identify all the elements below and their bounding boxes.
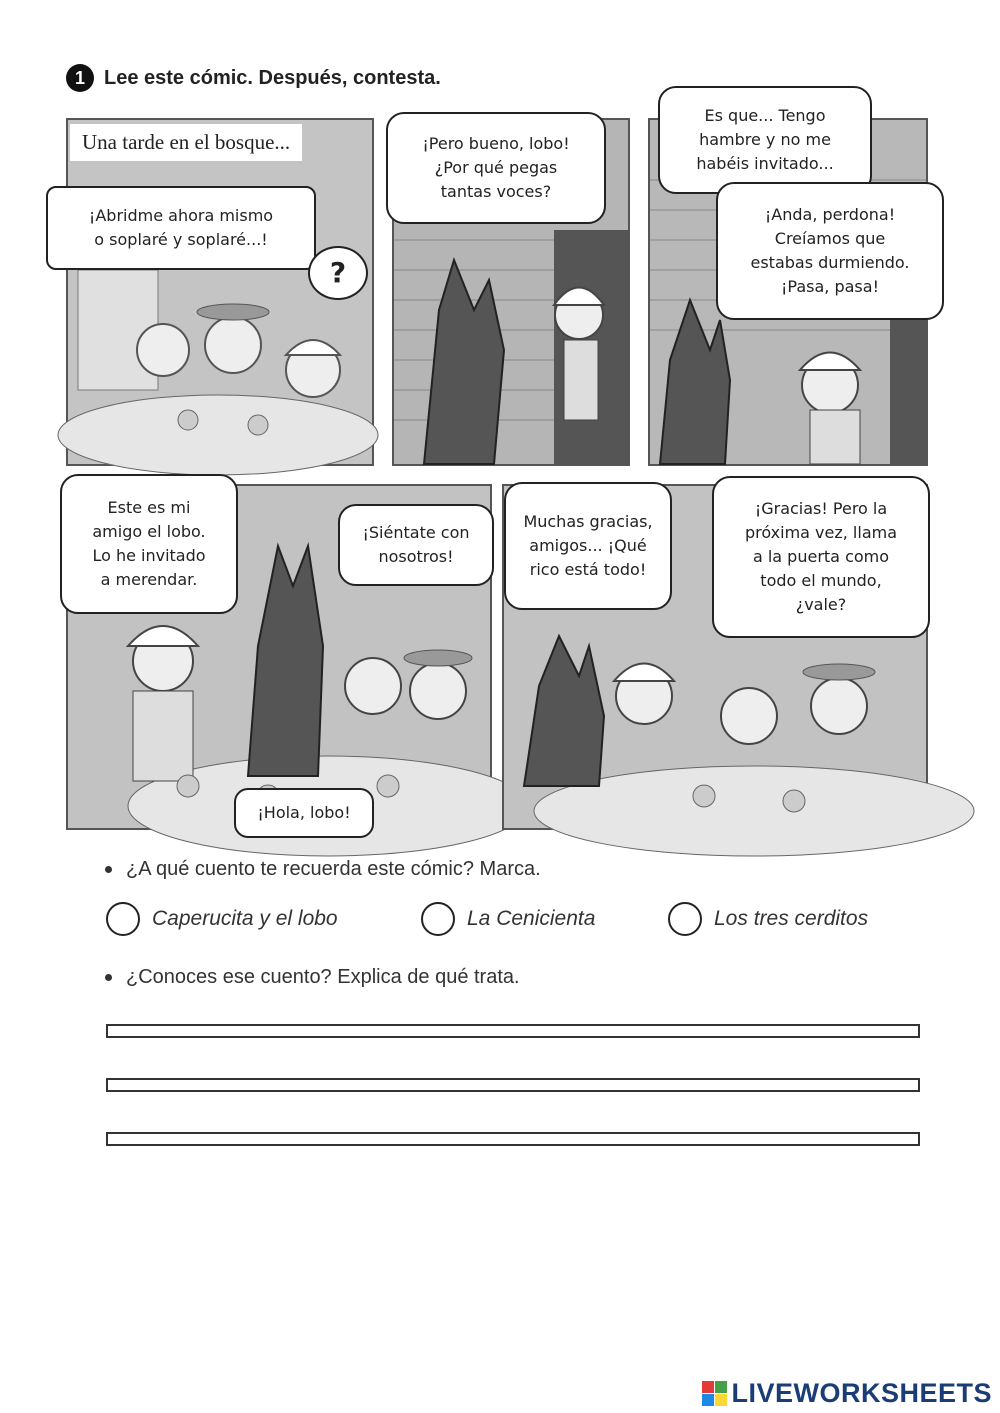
- comic-panel-4: [66, 484, 492, 830]
- option-2-label: La Cenicienta: [467, 907, 596, 930]
- comic-panel-1: [66, 118, 374, 466]
- logo-square-blue: [702, 1394, 714, 1406]
- logo-square-red: [702, 1381, 714, 1393]
- question-1-text: ¿A qué cuento te recuerda este cómic? Marca.: [126, 858, 541, 880]
- option-1-checkbox[interactable]: [106, 902, 140, 936]
- logo-mark-icon: [702, 1381, 727, 1406]
- speech-bubble-wolf-thanks: Muchas gracias, amigos... ¡Qué rico está todo!: [504, 482, 672, 610]
- answer-field-3[interactable]: [106, 1132, 920, 1146]
- bullet-icon: [105, 974, 112, 981]
- question-1: [105, 858, 541, 881]
- option-2[interactable]: [421, 902, 595, 936]
- comic-caption: Una tarde en el bosque...: [70, 124, 302, 161]
- speech-bubble-hello: ¡Hola, lobo!: [234, 788, 374, 838]
- bullet-icon: [105, 866, 112, 873]
- comic-panel-3: [648, 106, 928, 466]
- speech-bubble-pig-door: ¡Pero bueno, lobo! ¿Por qué pegas tantas voces?: [386, 112, 606, 224]
- logo-square-yellow: [715, 1394, 727, 1406]
- speech-bubble-pig-advice: ¡Gracias! Pero la próxima vez, llama a la puerta como todo el mundo, ¿vale?: [712, 476, 930, 638]
- thought-bubble: ?: [308, 246, 368, 300]
- option-1[interactable]: [106, 902, 338, 936]
- option-2-checkbox[interactable]: [421, 902, 455, 936]
- liveworksheets-logo: [702, 1378, 992, 1409]
- answer-field-2[interactable]: [106, 1078, 920, 1092]
- option-1-label: Caperucita y el lobo: [152, 907, 338, 930]
- question-2-text: ¿Conoces ese cuento? Explica de qué trata.: [126, 966, 520, 988]
- option-3[interactable]: [668, 902, 868, 936]
- speech-bubble-sit-down: ¡Siéntate con nosotros!: [338, 504, 494, 586]
- question-2: [105, 966, 520, 989]
- logo-text: LIVEWORKSHEETS: [731, 1378, 992, 1408]
- logo-square-green: [715, 1381, 727, 1393]
- option-3-checkbox[interactable]: [668, 902, 702, 936]
- exercise-number: 1: [66, 64, 94, 92]
- comic-panel-2: [392, 118, 630, 466]
- exercise-heading: [66, 64, 441, 92]
- answer-field-1[interactable]: [106, 1024, 920, 1038]
- speech-bubble-pig-intro: Este es mi amigo el lobo. Lo he invitado a merendar.: [60, 474, 238, 614]
- speech-bubble-pig-welcome: ¡Anda, perdona! Creíamos que estabas durmiendo. ¡Pasa, pasa!: [716, 182, 944, 320]
- speech-bubble-wolf: Es que... Tengo hambre y no me habéis invitado...: [658, 86, 872, 194]
- speech-bubble-shout: ¡Abridme ahora mismo o soplaré y soplaré...!: [46, 186, 316, 270]
- comic-panel-5: [502, 484, 928, 830]
- option-3-label: Los tres cerditos: [714, 907, 869, 930]
- exercise-title: Lee este cómic. Después, contesta.: [104, 66, 441, 89]
